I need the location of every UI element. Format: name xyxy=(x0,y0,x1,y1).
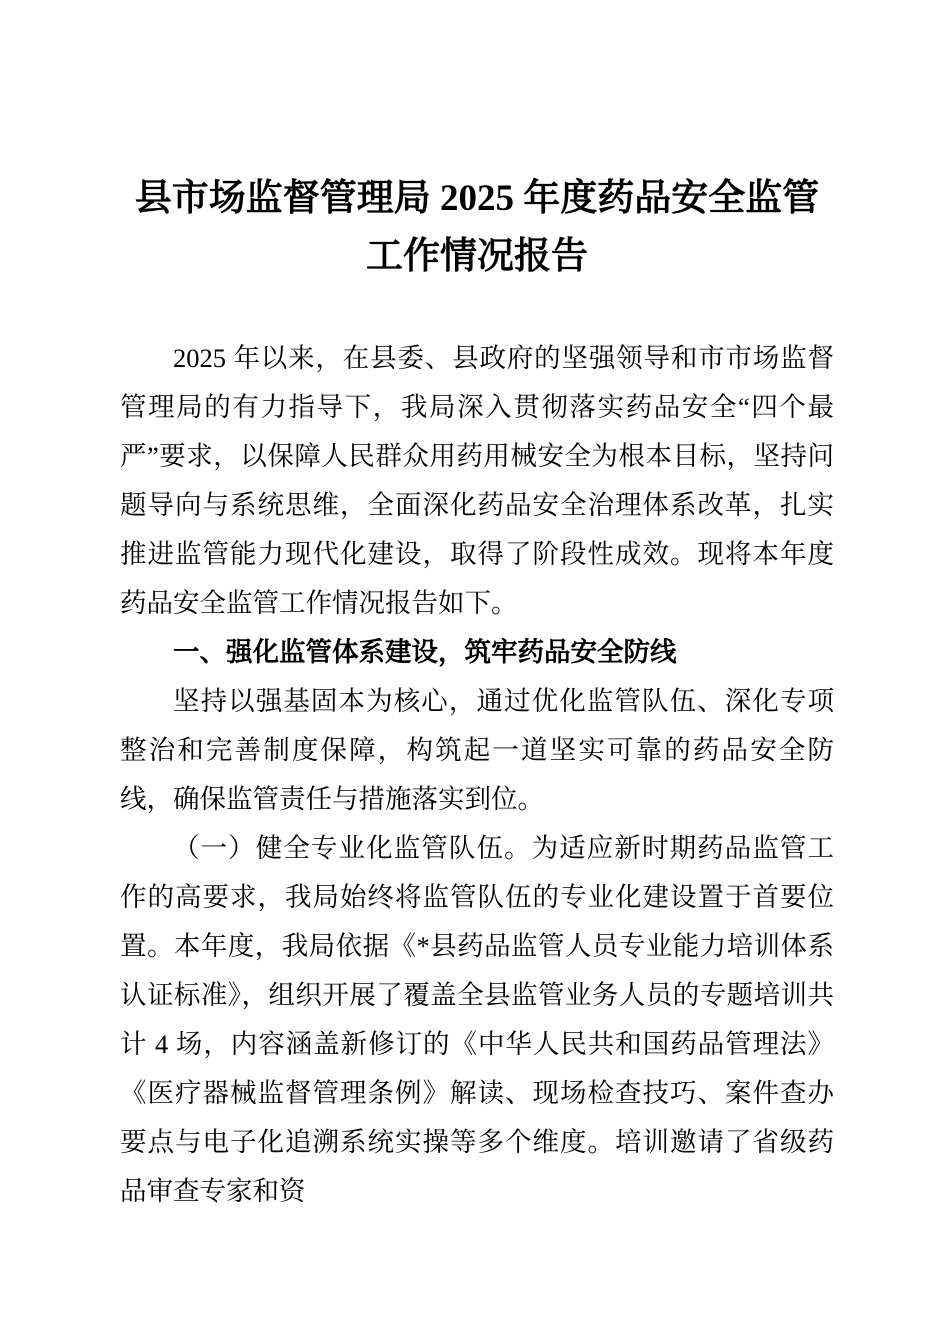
paragraph-section1-summary: 坚持以强基固本为核心，通过优化监管队伍、深化专项整治和完善制度保障，构筑起一道坚实可靠的药品安全防线，确保监管责任与措施落实到位。 xyxy=(120,686,834,814)
paragraph-subsection-1-1: （一）健全专业化监管队伍。为适应新时期药品监管工作的高要求，我局始终将监管队伍的专业化建设置于首要位置。本年度，我局依据《*县药品监管人员专业能力培训体系认证标准》，组织开展了覆盖全县监管业务人员的专题培训共计 4 场，内容涵盖新修订的《中华人民共和国药品管理法》《医疗器械监督管理条例》解读、现场检查技巧、案件查办要点与电子化追溯系统实操等多个维度。培训邀请了省级药品审查专家和资 xyxy=(120,833,834,1206)
document-body xyxy=(120,334,834,1216)
document-title: 县市场监督管理局 2025 年度药品安全监管工作情况报告 xyxy=(134,178,820,277)
section-heading-1: 一、强化监管体系建设，筑牢药品安全防线 xyxy=(173,637,677,667)
paragraph-intro: 2025 年以来，在县委、县政府的坚强领导和市市场监督管理局的有力指导下，我局深入贯彻落实药品安全“四个最严”要求，以保障人民群众用药用械安全为根本目标，坚持问题导向与系统思维，全面深化药品安全治理体系改革，扎实推进监管能力现代化建设，取得了阶段性成效。现将本年度药品安全监管工作情况报告如下。 xyxy=(120,343,834,618)
